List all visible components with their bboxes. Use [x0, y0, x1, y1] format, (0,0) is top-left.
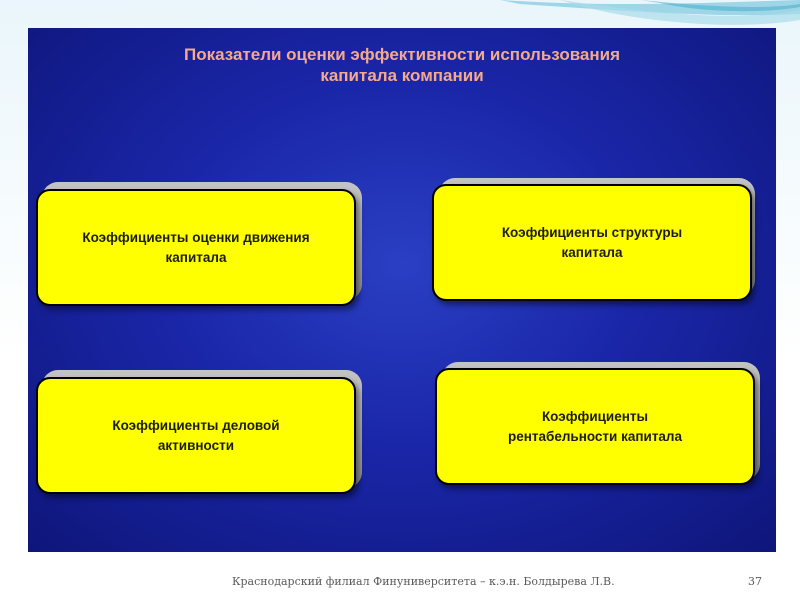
- page-number: 37: [748, 575, 762, 588]
- slide-title-line-1: Показатели оценки эффективности использования: [183, 45, 621, 64]
- footer-author: Краснодарский филиал Финуниверситета – к.э.н. Болдырева Л.В.: [232, 575, 615, 588]
- card-capital-structure-line-1: Коэффициенты структуры: [501, 224, 683, 240]
- card-capital-structure-line-2: капитала: [561, 244, 623, 260]
- slide-title-line-2: капитала компании: [320, 66, 484, 85]
- card-business-activity-line-1: Коэффициенты деловой: [112, 417, 280, 433]
- slide-footer: [0, 572, 800, 592]
- card-capital-movement-line-2: капитала: [165, 249, 227, 265]
- content-panel: [28, 28, 776, 552]
- card-capital-profitability-line-2: рентабельности капитала: [507, 428, 683, 444]
- card-capital-profitability-line-1: Коэффициенты: [541, 408, 649, 424]
- slide-title: [28, 44, 776, 86]
- card-business-activity-line-2: активности: [157, 437, 235, 453]
- card-capital-movement-line-1: Коэффициенты оценки движения: [82, 229, 310, 245]
